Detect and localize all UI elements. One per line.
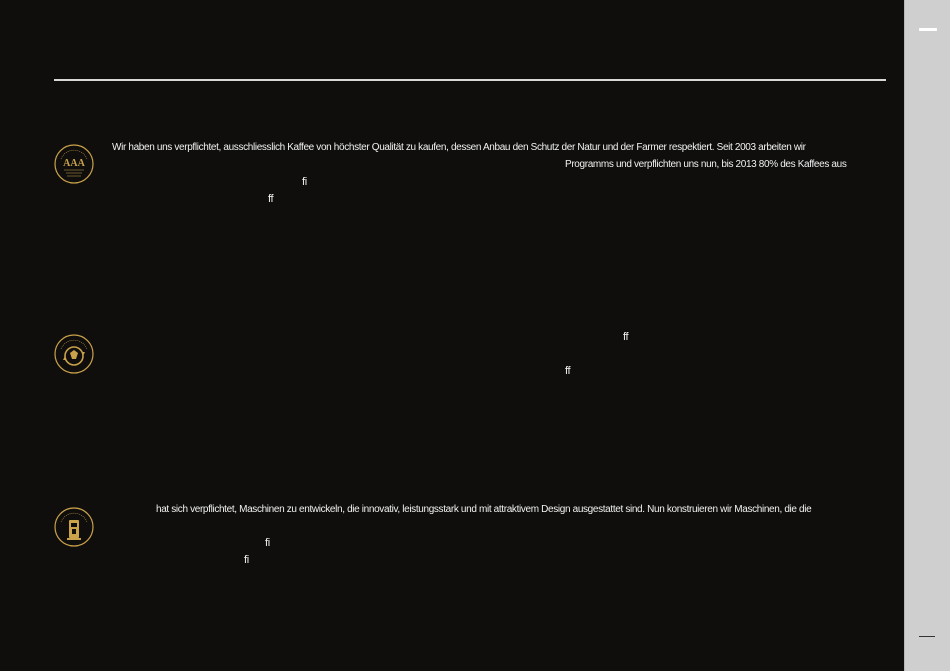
section-1-line-2: Programms und verpflichten uns nun, bis 2013 80% des Kaffees aus	[565, 159, 847, 170]
section-3-fragment-1: fi	[265, 537, 270, 549]
sidebar-bottom-mark	[919, 636, 935, 637]
machine-seal-icon	[54, 507, 94, 547]
section-1-line-1: Wir haben uns verpflichtet, ausschliesslich Kaffee von höchster Qualität zu kaufen, dessen Anbau den Schutz der Natur und der Farmer respektiert. Seit 2003 arbeiten wir	[112, 142, 806, 153]
section-1-fragment-1: fi	[302, 176, 307, 188]
viewer-sidebar	[904, 0, 950, 671]
section-1-fragment-2: ff	[268, 193, 274, 205]
section-2-fragment-1: ff	[623, 331, 629, 343]
seal-label: AAA	[63, 158, 85, 169]
aaa-seal-icon	[54, 144, 94, 184]
section-3-line-1: hat sich verpflichtet, Maschinen zu entwickeln, die innovativ, leistungsstark und mit attraktivem Design ausgestattet sind. Nun konstruieren wir Maschinen, die die	[156, 504, 812, 515]
section-3-fragment-2: fi	[244, 554, 249, 566]
recycle-seal-icon	[54, 334, 94, 374]
sidebar-top-mark	[919, 28, 937, 31]
horizontal-rule	[54, 79, 886, 81]
section-2-fragment-2: ff	[565, 365, 571, 377]
